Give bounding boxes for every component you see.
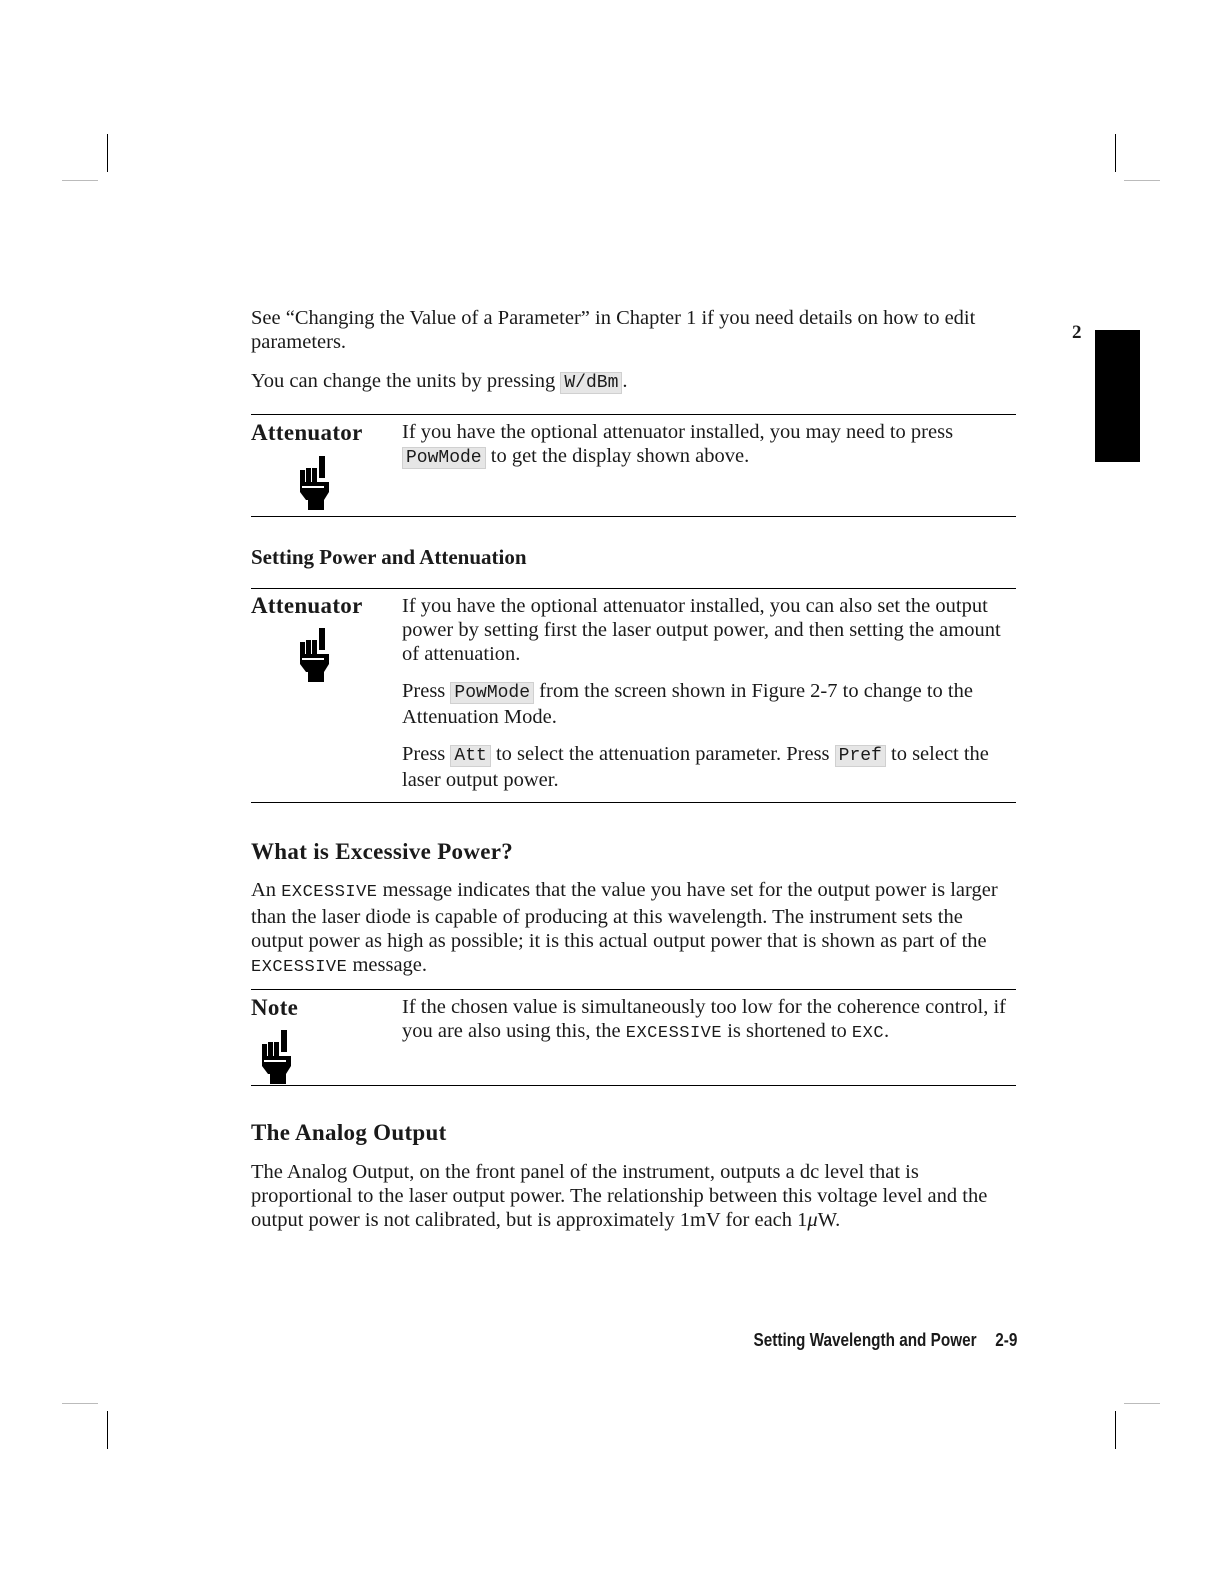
note2-paragraph — [402, 742, 1014, 792]
note-label: Note — [251, 995, 299, 1020]
att-softkey[interactable]: Att — [450, 745, 490, 767]
section-subheading: Setting Power and Attenuation — [251, 545, 527, 569]
note1-text-start: If you have the optional attenuator installed, you may need to press — [402, 421, 954, 443]
note3-text-part: . — [884, 1020, 890, 1042]
rule — [251, 414, 1016, 415]
page-footer — [753, 1330, 1017, 1351]
note1-text-end: to get the display shown above. — [490, 445, 750, 467]
note2-text: from the screen shown in Figure 2-7 to change to the Attenuation Mode. — [402, 680, 973, 728]
intro-paragraph: See “Changing the Value of a Parameter” in Chapter 1 if you need details on how to edit parameters. — [251, 307, 976, 353]
crop-mark — [107, 134, 108, 172]
powmode-softkey[interactable]: PowMode — [402, 447, 486, 469]
rule — [251, 802, 1016, 803]
rule — [251, 588, 1016, 589]
section-heading: The Analog Output — [251, 1120, 447, 1145]
footer-title: Setting Wavelength and Power — [753, 1330, 977, 1350]
note2-text: to select the attenuation parameter. Press — [495, 743, 830, 765]
note1-text — [402, 420, 1014, 470]
chapter-tab — [1095, 330, 1140, 462]
note2-text: Press — [402, 743, 446, 765]
pointing-hand-icon — [258, 1030, 298, 1084]
note-label: Attenuator — [251, 593, 363, 618]
note-label: Attenuator — [251, 420, 363, 445]
excessive-message: EXCESSIVE — [625, 1024, 723, 1043]
crop-mark — [1115, 1411, 1116, 1449]
mu-symbol: μ — [807, 1209, 818, 1231]
note3-text — [402, 995, 1014, 1046]
excessive-message: EXCESSIVE — [251, 958, 348, 977]
page-number: 2-9 — [994, 1330, 1017, 1350]
crop-mark — [1115, 134, 1116, 172]
powmode-softkey[interactable]: PowMode — [450, 682, 534, 704]
note3-body — [402, 995, 1014, 1059]
note2-paragraph: If you have the optional attenuator installed, you can also set the output power by setting first the laser output power, and then setting the amount of attenuation. — [402, 595, 1001, 665]
crop-mark — [62, 1403, 98, 1404]
intro — [251, 306, 1016, 395]
chapter-number: 2 — [1072, 322, 1082, 343]
units-text: You can change the units by pressing — [251, 370, 556, 392]
analog-text-end: W. — [817, 1209, 841, 1231]
excessive-text: message. — [352, 954, 428, 976]
pref-softkey[interactable]: Pref — [835, 745, 886, 767]
analog-paragraph — [251, 1160, 1001, 1232]
note2-body — [402, 594, 1014, 805]
analog-text: The Analog Output, on the front panel of the instrument, outputs a dc level that is proportional to the laser output power. The relationship between this voltage level and the output power is not calibrated, but is approximately 1mV for each 1 — [251, 1161, 988, 1231]
note2-paragraph — [402, 679, 1014, 729]
note3-text-part: If the chosen value is simultaneously too low for the coherence control, if you are also using this, the — [402, 996, 1006, 1042]
crop-mark — [107, 1411, 108, 1449]
excessive-text: message indicates that the value you have set for the output power is larger than the laser diode is capable of producing at this wavelength. The instrument sets the output power as high as possible; it is this actual output power that is shown as part of the — [251, 879, 998, 952]
rule — [251, 516, 1016, 517]
pointing-hand-icon — [296, 456, 336, 510]
exc-message: EXC — [851, 1024, 885, 1043]
excessive-message: EXCESSIVE — [281, 883, 378, 902]
note1-body — [402, 420, 1014, 483]
crop-mark — [1124, 180, 1160, 181]
note3-text-part: is shortened to — [727, 1020, 847, 1042]
crop-mark — [62, 180, 98, 181]
note2-text: to select the laser output power. — [402, 743, 989, 791]
rule — [251, 989, 1016, 990]
excessive-text: An — [251, 879, 277, 901]
section-heading: What is Excessive Power? — [251, 839, 514, 864]
crop-mark — [1124, 1403, 1160, 1404]
pointing-hand-icon — [296, 628, 336, 682]
wdbm-softkey[interactable]: W/dBm — [560, 372, 622, 394]
excessive-paragraph — [251, 878, 1016, 980]
note2-text: Press — [402, 680, 446, 702]
rule — [251, 1085, 1016, 1086]
units-text-end: . — [622, 370, 628, 392]
units-paragraph — [251, 369, 1016, 395]
